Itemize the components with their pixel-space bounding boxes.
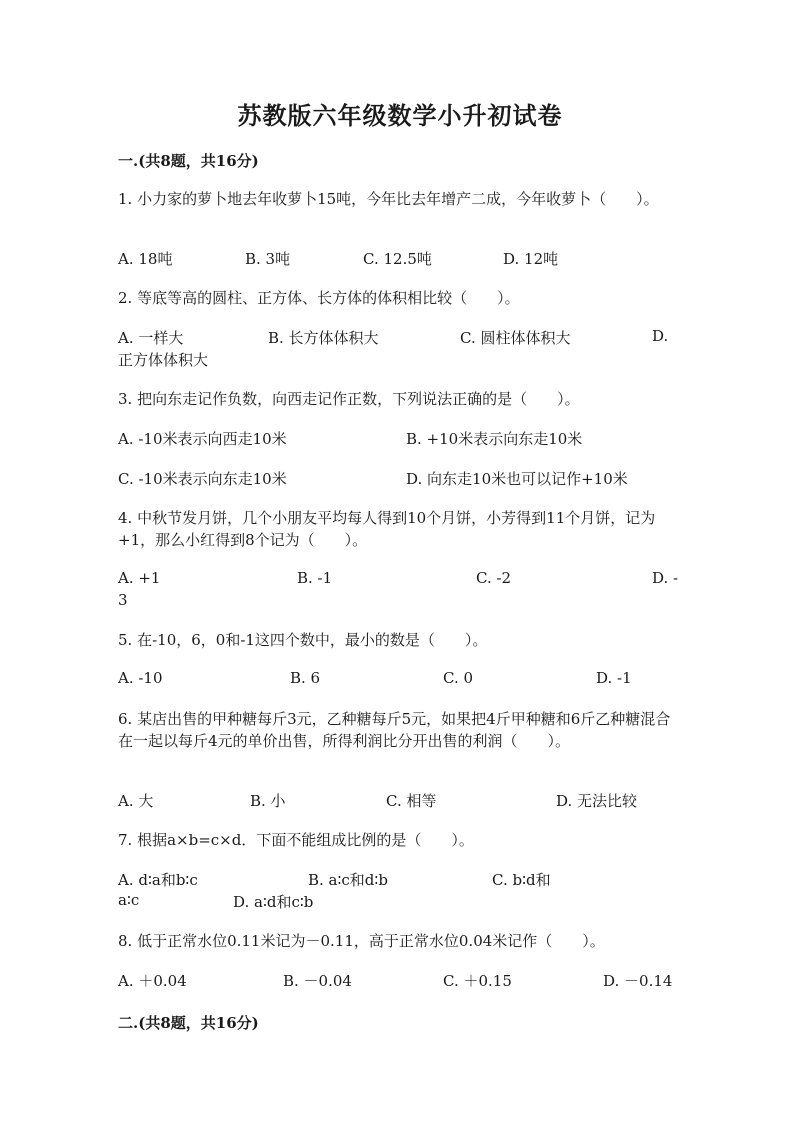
question-4: 4. 中秋节发月饼，几个小朋友平均每人得到10个月饼，小芳得到11个月饼，记为+1，那么小红得到8个记为（ ）。 — [118, 509, 656, 549]
option-c[interactable]: C. -2 — [476, 569, 512, 587]
option-a[interactable]: A. d∶a和b∶c — [118, 871, 198, 889]
option-d[interactable]: D. - — [652, 569, 679, 587]
option-b[interactable]: B. 长方体体积大 — [268, 329, 379, 347]
option-c[interactable]: C. 相等 — [386, 792, 437, 810]
option-d[interactable]: D. 向东走10米也可以记作+10米 — [406, 470, 628, 488]
option-c[interactable]: C. -10米表示向东走10米 — [118, 470, 287, 488]
question-6-options — [118, 790, 678, 812]
option-d[interactable]: D. -1 — [596, 669, 632, 687]
question-7-options-row-2 — [118, 891, 678, 913]
question-3-options-row-2 — [118, 468, 678, 490]
question-4-options — [118, 569, 678, 591]
option-c[interactable]: C. ＋0.15 — [443, 972, 512, 990]
option-a[interactable]: A. ＋0.04 — [118, 972, 187, 990]
option-a[interactable]: A. 一样大 — [118, 329, 184, 347]
option-a[interactable]: A. -10米表示向西走10米 — [118, 430, 287, 448]
question-7-options-row-1 — [118, 869, 678, 891]
option-d[interactable]: D. 12吨 — [503, 250, 559, 268]
option-c[interactable]: C. 圆柱体体积大 — [460, 329, 571, 347]
option-d-continued: 3 — [118, 591, 128, 609]
question-3-options-row-1 — [118, 428, 678, 450]
option-b[interactable]: B. -1 — [297, 569, 333, 587]
question-1-options — [118, 248, 678, 270]
question-7: 7. 根据a×b=c×d．下面不能组成比例的是（ ）。 — [118, 831, 474, 849]
option-d[interactable]: D. a∶d和c∶b — [233, 893, 314, 911]
option-b[interactable]: B. 3吨 — [245, 250, 291, 268]
option-b[interactable]: B. a∶c和d∶b — [308, 871, 388, 889]
option-d[interactable]: D. — [652, 327, 669, 345]
option-c[interactable]: C. b∶d和 — [492, 871, 551, 889]
question-3: 3. 把向东走记作负数，向西走记作正数，下列说法正确的是（ ）。 — [118, 390, 580, 408]
option-a[interactable]: A. +1 — [118, 569, 161, 587]
question-1: 1. 小力家的萝卜地去年收萝卜15吨，今年比去年增产二成，今年收萝卜（ ）。 — [118, 190, 659, 208]
question-2: 2. 等底等高的圆柱、正方体、长方体的体积相比较（ ）。 — [118, 289, 520, 307]
option-a[interactable]: A. -10 — [118, 669, 163, 687]
option-b[interactable]: B. 小 — [250, 792, 286, 810]
question-5-options — [118, 669, 678, 691]
option-a[interactable]: A. 大 — [118, 792, 154, 810]
question-8-options — [118, 970, 678, 992]
option-d[interactable]: D. －0.14 — [603, 972, 673, 990]
question-2-options — [118, 327, 678, 349]
option-b[interactable]: B. －0.04 — [283, 972, 352, 990]
option-c[interactable]: C. 12.5吨 — [363, 250, 432, 268]
option-b[interactable]: B. +10米表示向东走10米 — [406, 430, 583, 448]
section-header-2: 二.(共8题，共16分) — [118, 1014, 259, 1032]
question-8: 8. 低于正常水位0.11米记为－0.11，高于正常水位0.04米记作（ ）。 — [118, 932, 605, 950]
option-d-continued: 正方体体积大 — [118, 351, 209, 369]
option-c[interactable]: C. 0 — [443, 669, 474, 687]
option-b[interactable]: B. 6 — [290, 669, 321, 687]
option-a[interactable]: A. 18吨 — [118, 250, 173, 268]
question-6: 6. 某店出售的甲种糖每斤3元，乙种糖每斤5元，如果把4斤甲种糖和6斤乙种糖混合在一起以每斤4元的单价出售，所得利润比分开出售的利润（ ）。 — [118, 710, 671, 750]
question-5: 5. 在-10，6，0和-1这四个数中，最小的数是（ ）。 — [118, 631, 488, 649]
page-title: 苏教版六年级数学小升初试卷 — [237, 101, 563, 130]
option-d[interactable]: D. 无法比较 — [556, 792, 638, 810]
option-c-continued: a∶c — [118, 891, 140, 909]
section-header-1: 一.(共8题，共16分) — [118, 152, 259, 170]
